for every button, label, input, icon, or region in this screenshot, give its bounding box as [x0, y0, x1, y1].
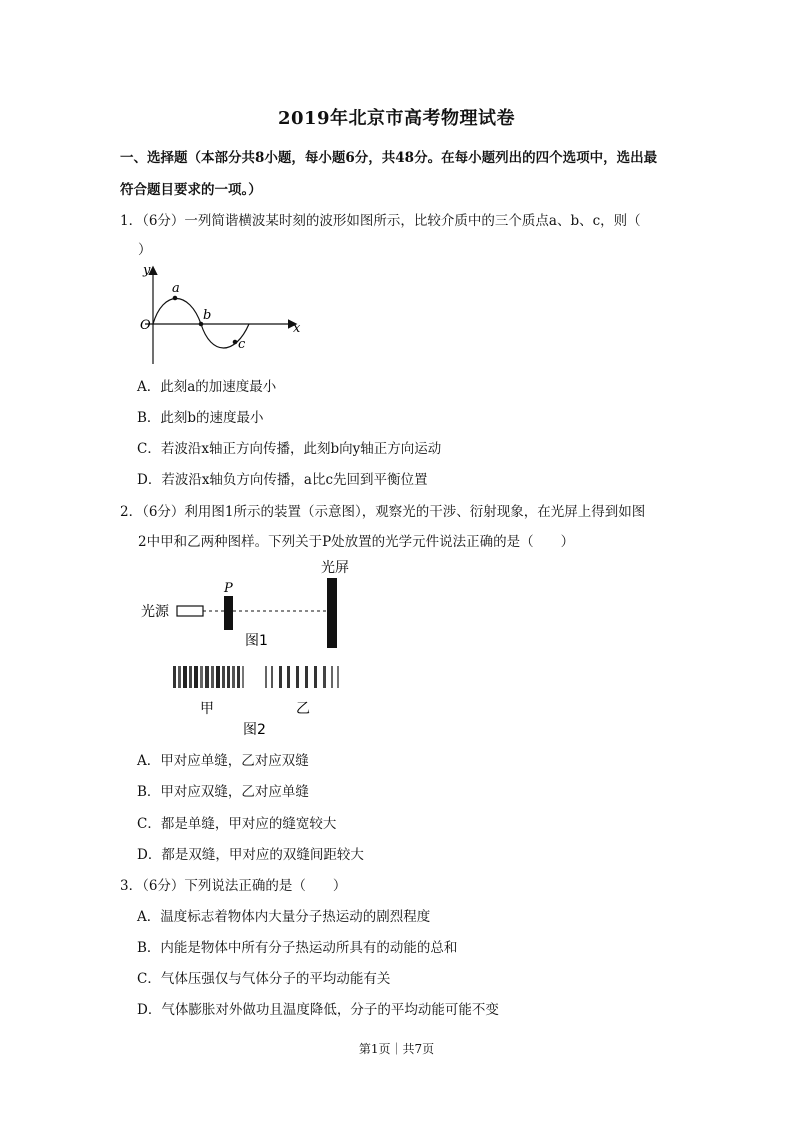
label-a: a — [172, 281, 180, 296]
light-screen — [327, 578, 337, 648]
q1-option-d: D．若波沿x轴负方向传播，a比c先回到平衡位置 — [137, 472, 428, 488]
label-b: b — [203, 308, 212, 323]
label-jia: 甲 — [200, 701, 214, 717]
label-fig1: 图1 — [245, 633, 268, 649]
pattern-yi — [265, 666, 339, 688]
label-o: O — [140, 318, 151, 333]
q1-option-c: C．若波沿x轴正方向传播，此刻b向y轴正方向运动 — [137, 441, 442, 457]
point-c — [233, 340, 238, 345]
q3-option-a: A．温度标志着物体内大量分子热运动的剧烈程度 — [137, 909, 431, 925]
q3-option-b: B．内能是物体中所有分子热运动所具有的动能的总和 — [137, 940, 458, 956]
label-yi: 乙 — [296, 701, 310, 717]
q1-wave-figure — [135, 258, 310, 368]
label-c: c — [238, 337, 246, 352]
q2-stem-line2: 2中甲和乙两种图样。下列关于P处放置的光学元件说法正确的是（ ） — [138, 534, 575, 550]
label-screen: 光屏 — [321, 560, 349, 576]
label-p: P — [224, 581, 233, 596]
q3-stem: 3．（6分）下列说法正确的是（ ） — [120, 878, 347, 894]
pattern-jia — [173, 666, 244, 688]
point-a — [173, 296, 178, 301]
q2-option-a: A．甲对应单缝，乙对应双缝 — [137, 753, 309, 769]
light-source — [177, 606, 203, 616]
q2-stem-line1: 2．（6分）利用图1所示的装置（示意图），观察光的干涉、衍射现象，在光屏上得到如图 — [120, 504, 646, 520]
label-fig2: 图2 — [243, 722, 266, 738]
q3-option-d: D．气体膨胀对外做功且温度降低，分子的平均动能可能不变 — [137, 1002, 499, 1018]
q1-stem-line2: ） — [138, 242, 152, 258]
page-footer: 第1页｜共7页 — [358, 1042, 435, 1056]
q1-stem-line1: 1．（6分）一列简谐横波某时刻的波形如图所示，比较介质中的三个质点a、b、c，则（ — [120, 213, 641, 229]
label-source: 光源 — [141, 604, 169, 620]
q1-option-a: A．此刻a的加速度最小 — [137, 379, 277, 395]
section-heading-line2: 符合题目要求的一项。） — [120, 182, 262, 198]
section-heading-line1: 一、选择题（本部分共8小题，每小题6分，共48分。在每小题列出的四个选项中，选出最 — [120, 150, 658, 166]
q3-option-c: C．气体压强仅与气体分子的平均动能有关 — [137, 971, 391, 987]
q1-option-b: B．此刻b的速度最小 — [137, 410, 264, 426]
q2-option-c: C．都是单缝，甲对应的缝宽较大 — [137, 816, 337, 832]
slit-element-p — [224, 596, 233, 630]
q2-option-b: B．甲对应双缝，乙对应单缝 — [137, 784, 309, 800]
label-x: x — [293, 321, 301, 336]
q2-apparatus-figure — [135, 556, 375, 742]
label-y: y — [143, 263, 151, 278]
page-title: 2019年北京市高考物理试卷 — [277, 108, 516, 129]
q2-option-d: D．都是双缝，甲对应的双缝间距较大 — [137, 847, 364, 863]
